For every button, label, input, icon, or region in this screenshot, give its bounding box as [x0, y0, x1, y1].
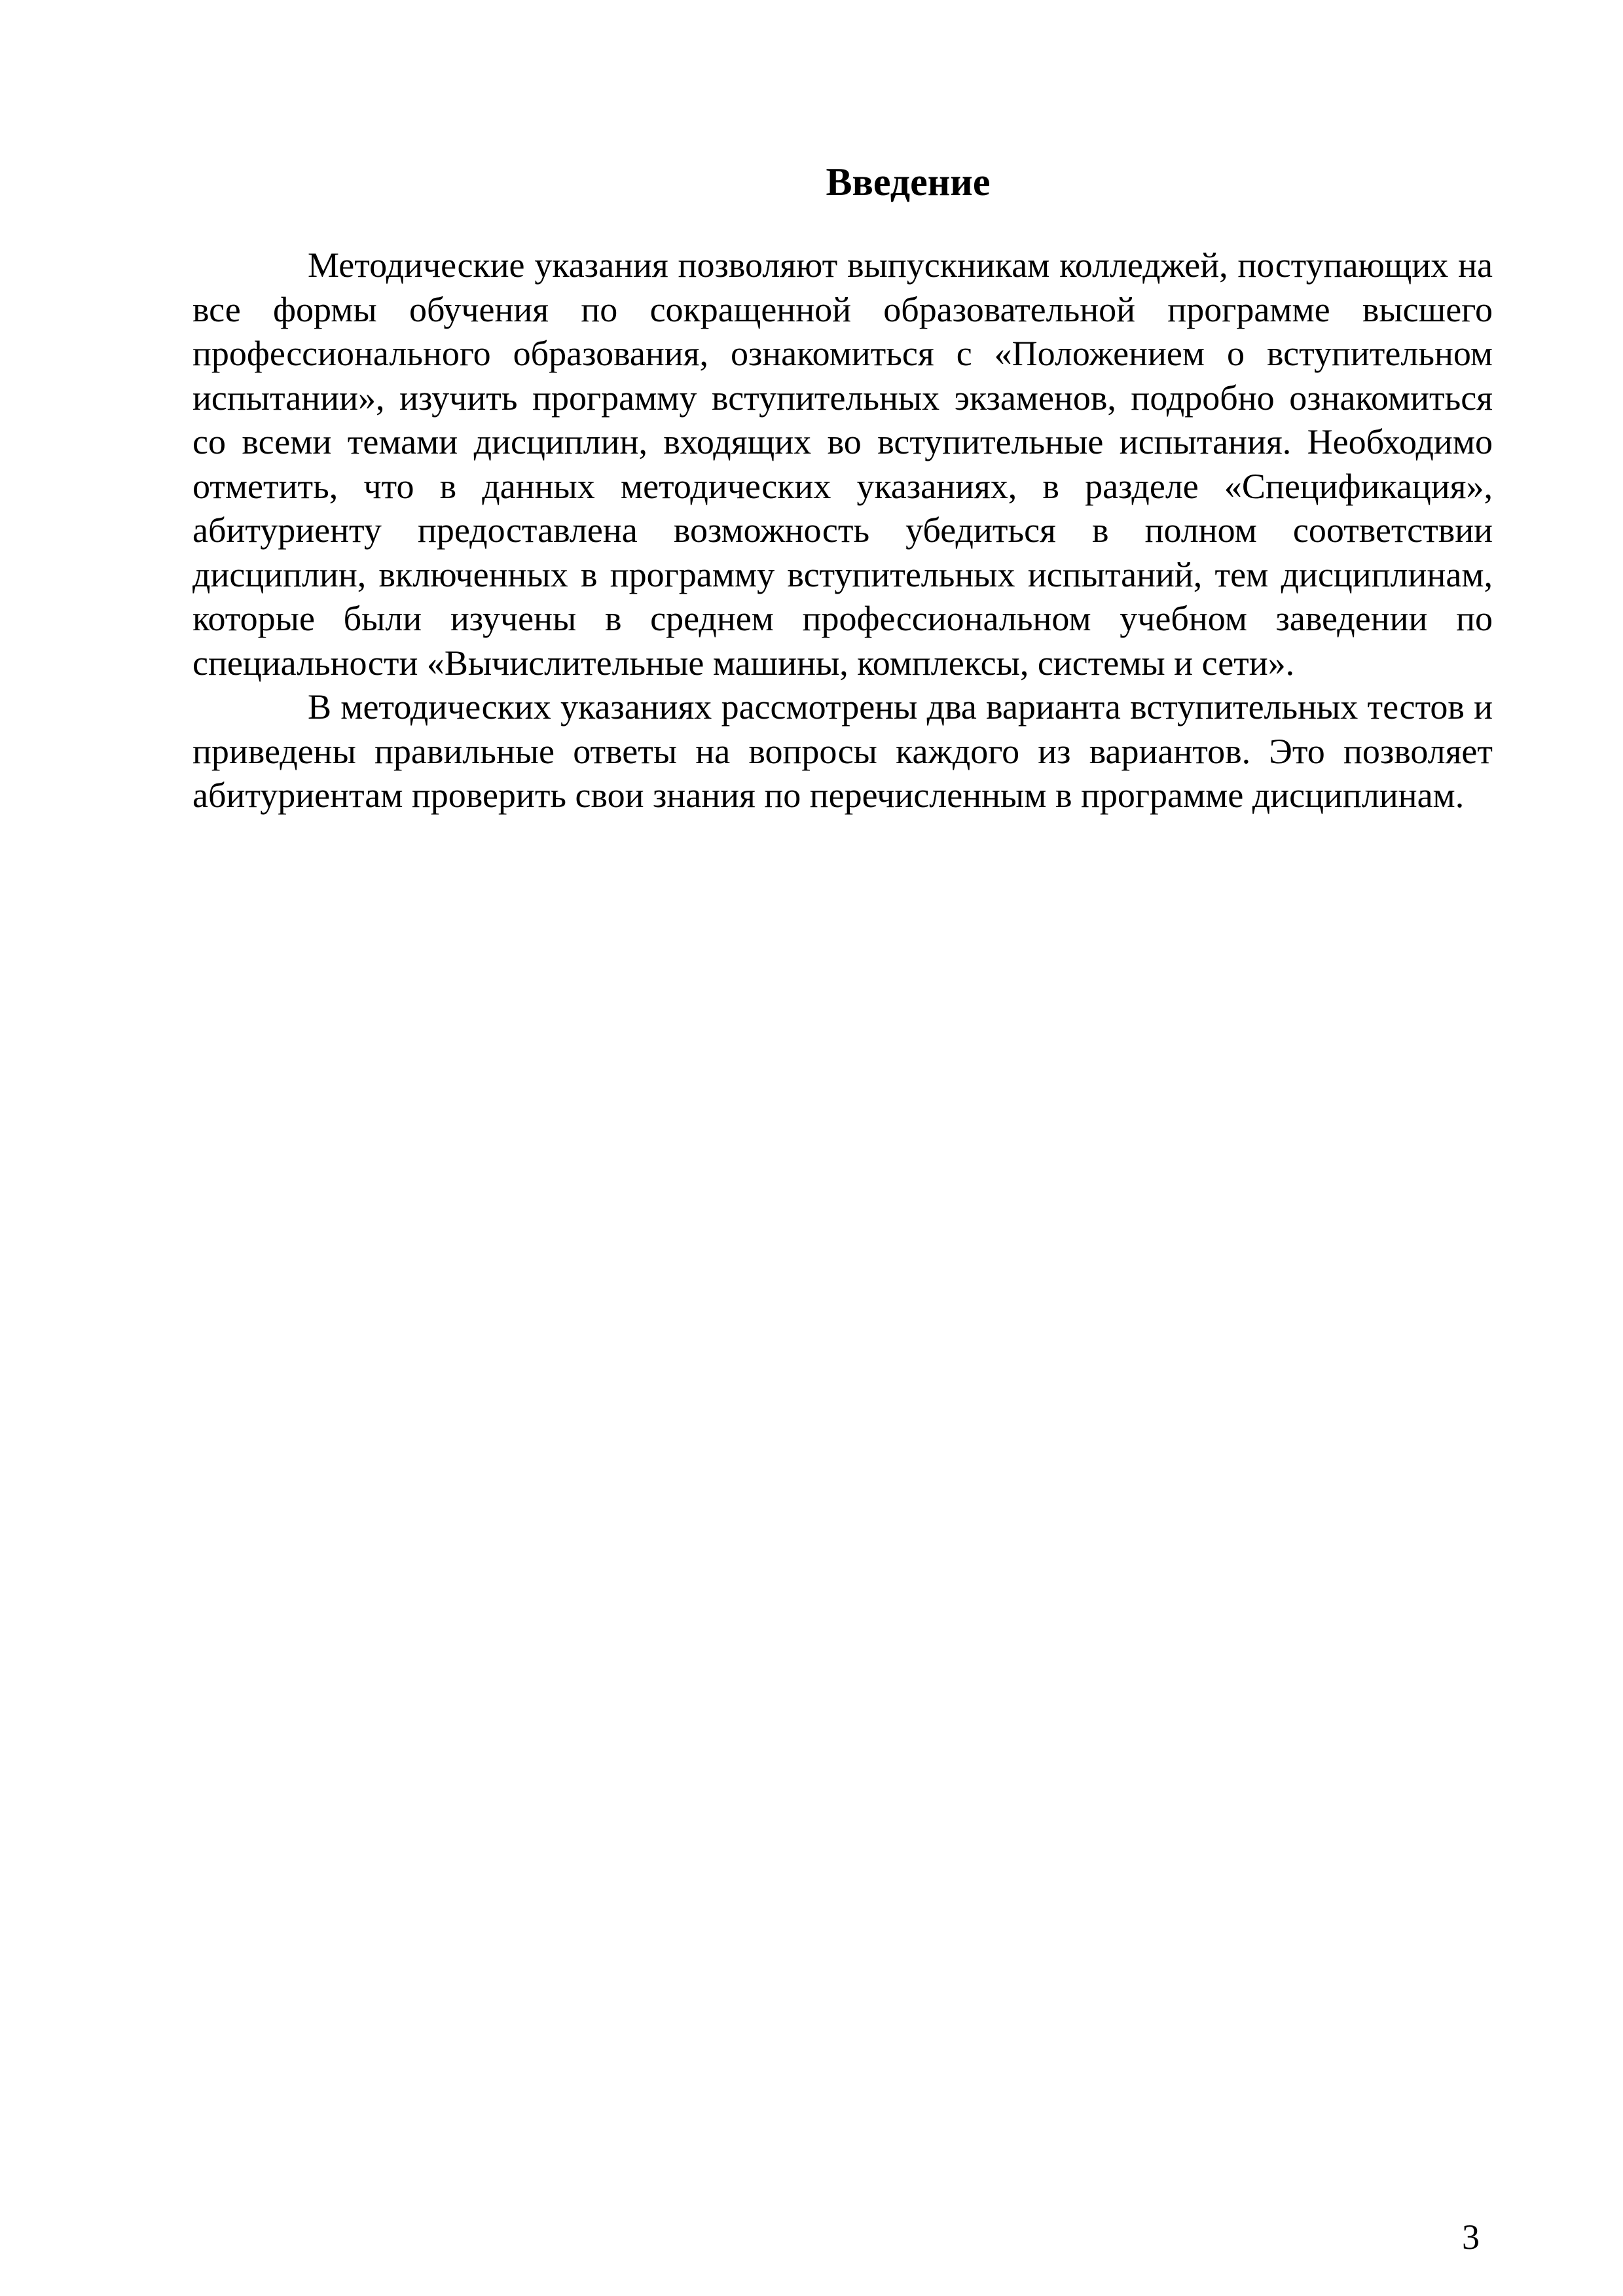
- section-title: Введение: [826, 160, 991, 204]
- page-number: 3: [1462, 2217, 1480, 2257]
- paragraph-intro: Методические указания позволяют выпускникам колледжей, поступающих на все формы обучения по сокращенной образовательной программе высшего профессионального образования, ознакомиться с «Положением о вступительном испытании», изучить программу вступительных экзаменов, подробно ознакомиться со всеми темами дисциплин, входящих во вступительные испытания. Необходимо отметить, что в данных методических указаниях, в разделе «Спецификация», абитуриенту предоставлена возможность убедиться в полном соответствии дисциплин, включенных в программу вступительных испытаний, тем дисциплинам, которые были изучены в среднем профессиональном учебном заведении по специальности «Вычислительные машины, комплексы, системы и сети».: [192, 245, 1493, 683]
- paragraph-tests: В методических указаниях рассмотрены два варианта вступительных тестов и приведены правильные ответы на вопросы каждого из вариантов. Это позволяет абитуриентам проверить свои знания по перечисленным в программе дисциплинам.: [192, 687, 1493, 815]
- document-body: [192, 154, 1493, 818]
